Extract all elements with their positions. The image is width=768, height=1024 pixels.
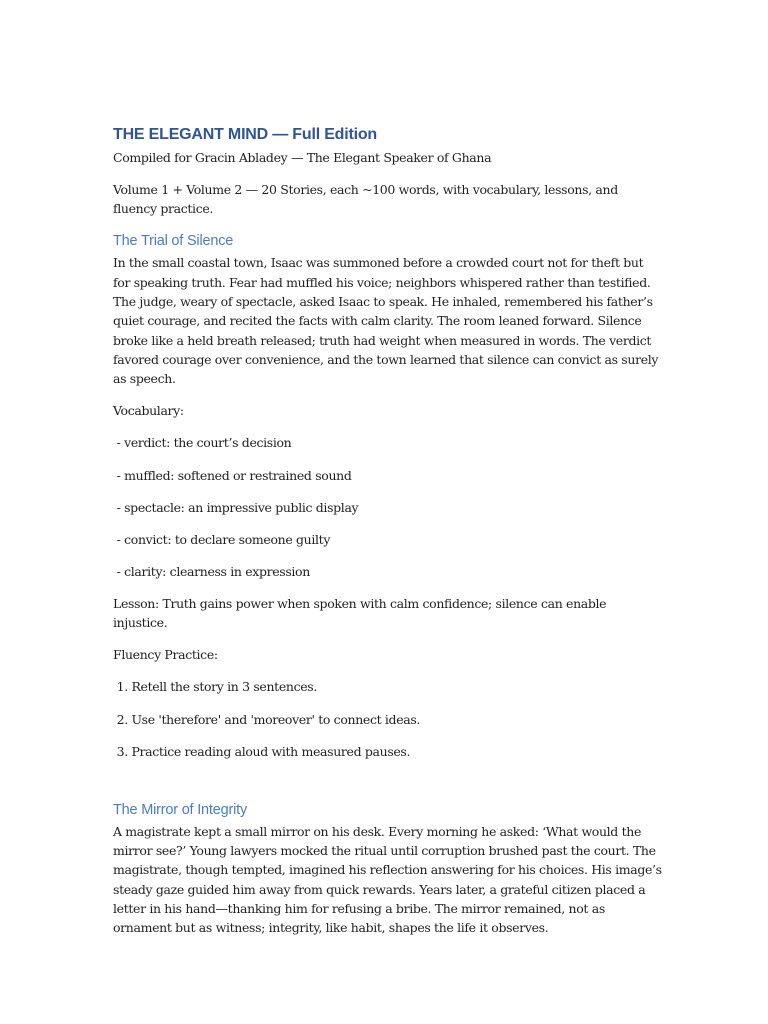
fluency-heading: Fluency Practice: [113,647,218,663]
vocabulary-item: - verdict: the court’s decision [113,435,292,451]
story-title: The Trial of Silence [113,233,234,250]
document-title: THE ELEGANT MIND — Full Edition [113,126,378,143]
lesson-text: Lesson: Truth gains power when spoken with calm confidence; silence can enable injustice. [113,595,607,631]
vocabulary-item: - clarity: clearness in expression [113,563,310,579]
story-section [113,231,663,760]
vocabulary-item: - convict: to declare someone guilty [113,531,331,547]
vocabulary-heading: Vocabulary: [113,403,184,419]
story-body: A magistrate kept a small mirror on his desk. Every morning he asked: ‘What would the mirror see?’ Young lawyers mocked the ritual until corruption brushed past the court. The magistrate, though tempted, imagined his reflection answering for his choices. His image’s steady gaze guided him away from quick rewards. Years later, a grateful citizen placed a letter in his hand—thanking him for refusing a bribe. The mirror remained, not as ornament but as witness; integrity, like habit, shapes the life it observes. [113,823,662,936]
story-title: The Mirror of Integrity [113,801,247,818]
section-spacer [113,774,663,800]
story-section [113,800,663,938]
document-page [113,124,663,950]
vocabulary-item: - spectacle: an impressive public display [113,499,359,515]
document-intro: Volume 1 + Volume 2 — 20 Stories, each ~100 words, with vocabulary, lessons, and fluency practice. [113,182,618,217]
fluency-item: 3. Practice reading aloud with measured pauses. [113,743,411,759]
fluency-item: 1. Retell the story in 3 sentences. [113,679,317,695]
story-body: In the small coastal town, Isaac was summoned before a crowded court not for theft but for speaking truth. Fear had muffled his voice; neighbors whispered rather than testified. The judge, weary of spectacle, asked Isaac to speak. He inhaled, remembered his father’s quiet courage, and recited the facts with calm clarity. The room leaned forward. Silence broke like a held breath released; truth had weight when measured in words. The verdict favored courage over convenience, and the town learned that silence can convict as surely as speech. [113,255,659,387]
fluency-item: 2. Use 'therefore' and 'moreover' to connect ideas. [113,711,421,727]
document-subtitle: Compiled for Gracin Abladey — The Elegant Speaker of Ghana [113,150,492,165]
vocabulary-item: - muffled: softened or restrained sound [113,467,352,483]
